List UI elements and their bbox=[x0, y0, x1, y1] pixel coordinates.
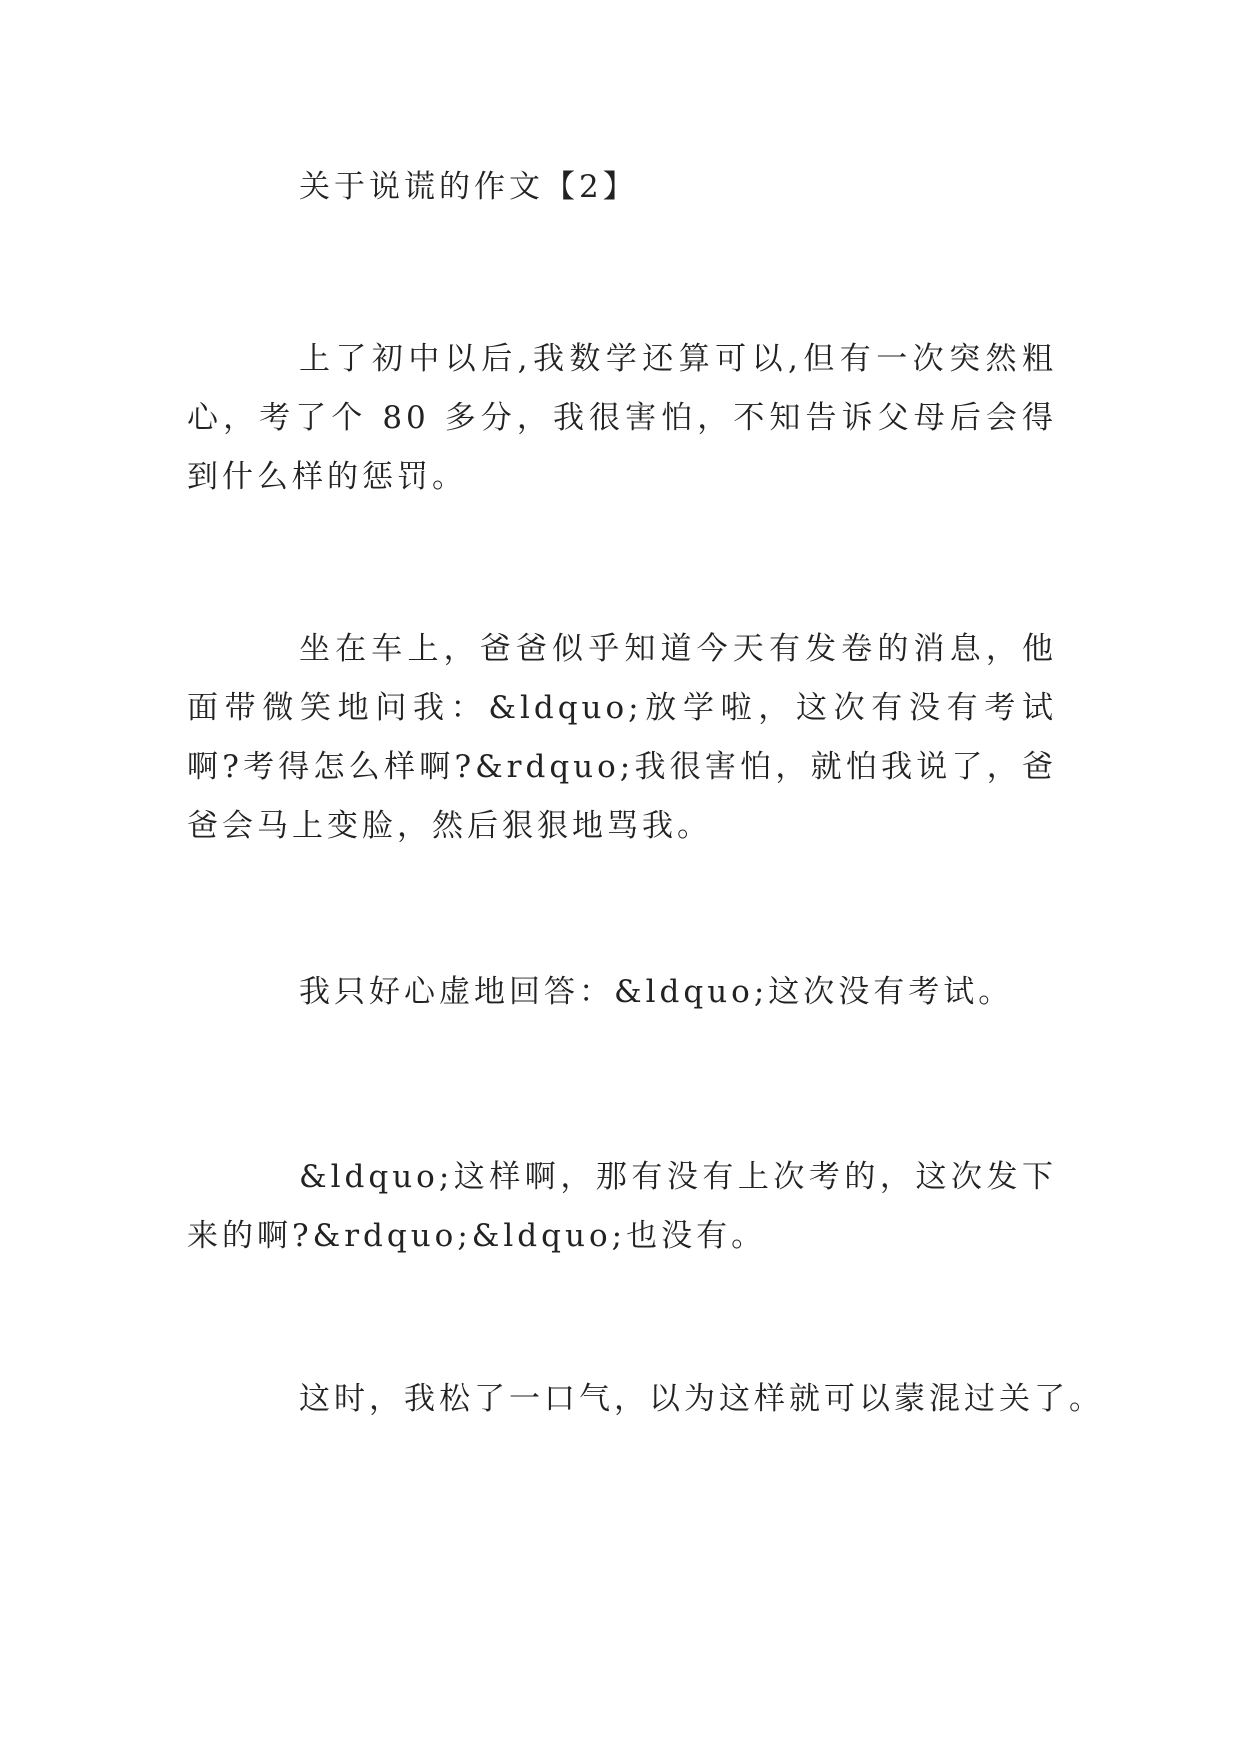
paragraph: 上了初中以后,我数学还算可以,但有一次突然粗心，考了个 80 多分，我很害怕，不知告诉父母后会得到什么样的惩罚。 bbox=[187, 341, 1057, 495]
paragraph: 这时，我松了一口气，以为这样就可以蒙混过关了。 bbox=[299, 1381, 1104, 1417]
paragraph: 我只好心虚地回答：&ldquo;这次没有考试。 bbox=[299, 974, 1014, 1010]
paragraph: 坐在车上，爸爸似乎知道今天有发卷的消息，他面带微笑地问我：&ldquo;放学啦，这次有没有考试啊?考得怎么样啊?&rdquo;我很害怕，就怕我说了，爸爸会马上变脸，然后狠狠地骂我。 bbox=[187, 631, 1057, 844]
document-title: 关于说谎的作文【2】 bbox=[299, 169, 638, 205]
paragraph: &ldquo;这样啊，那有没有上次考的，这次发下来的啊?&rdquo;&ldquo;也没有。 bbox=[187, 1159, 1057, 1254]
